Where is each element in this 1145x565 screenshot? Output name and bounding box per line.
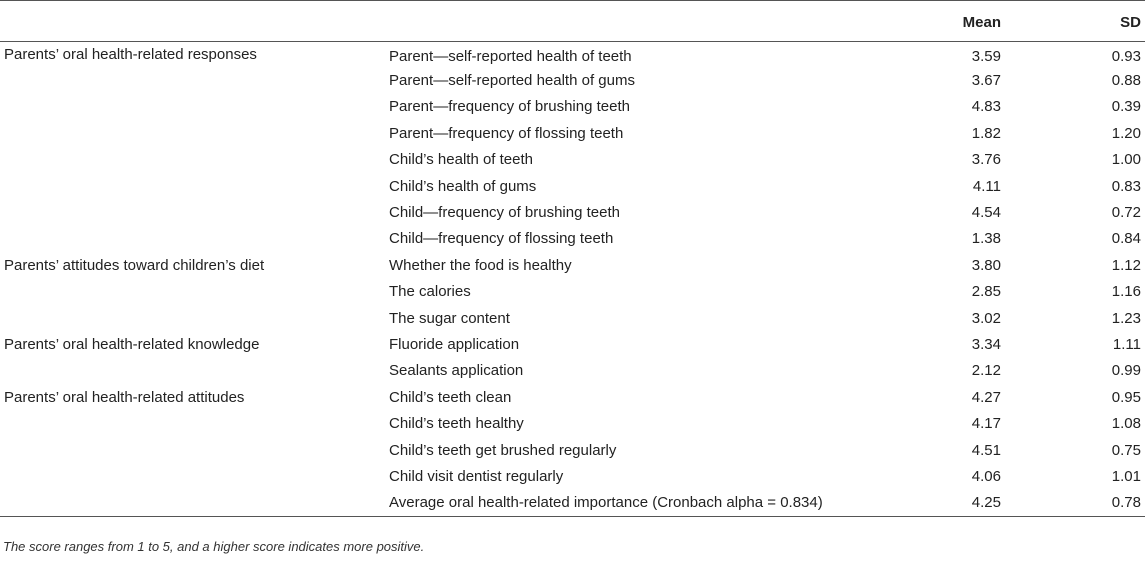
header-row [0, 1, 1145, 42]
table-row [0, 279, 1145, 305]
row-group-label [0, 279, 385, 305]
row-group-label: Parents’ oral health-related attitudes [4, 388, 245, 406]
row-sd-value: 0.95 [1111, 388, 1141, 406]
table-row [0, 226, 1145, 252]
row-mean-value: 4.17 [971, 415, 1001, 433]
row-group-label: Parents’ attitudes toward children’s diet [4, 256, 265, 274]
row-sd-value: 0.75 [1111, 441, 1141, 459]
table-row [0, 94, 1145, 120]
row-sd-value: 0.84 [1111, 230, 1141, 248]
table-header [0, 1, 1145, 42]
row-mean-value: 4.25 [875, 490, 1005, 516]
row-item-label: Whether the food is healthy [389, 256, 572, 274]
row-sd-value: 0.88 [1111, 72, 1141, 90]
row-item-label: Parent—frequency of flossing teeth [389, 124, 624, 142]
row-item-label: Child visit dentist regularly [389, 467, 564, 485]
row-mean-value: 4.51 [971, 441, 1001, 459]
row-sd-value: 0.72 [1111, 204, 1141, 222]
row-item-label: Child’s health of teeth [389, 151, 533, 169]
row-item-label: Child’s teeth get brushed regularly [389, 441, 617, 459]
row-group-label: Parents’ oral health-related knowledge [4, 335, 260, 353]
row-group-label [0, 464, 385, 490]
row-sd-value: 1.01 [1111, 467, 1141, 485]
row-item-label: Parent—self-reported health of teeth [389, 47, 632, 65]
table-row [0, 490, 1145, 516]
row-sd-value: 0.39 [1111, 98, 1141, 116]
header-mean: Mean [875, 1, 1005, 42]
row-item-label: Child’s teeth clean [389, 388, 512, 406]
row-item-label: Fluoride application [389, 335, 520, 353]
row-sd-value: 0.99 [1111, 362, 1141, 380]
table-footnote: The score ranges from 1 to 5, and a higher score indicates more positive. [3, 539, 425, 554]
row-item-label: Child—frequency of flossing teeth [389, 230, 614, 248]
row-mean-value: 3.59 [971, 47, 1001, 65]
row-sd-value: 0.93 [1111, 47, 1141, 65]
row-mean-value: 4.27 [971, 388, 1001, 406]
row-sd-value: 1.11 [1112, 335, 1141, 353]
row-item-label: The sugar content [389, 309, 510, 327]
table-row [0, 305, 1145, 331]
table-row [0, 173, 1145, 199]
row-group-label [0, 200, 385, 226]
row-mean-value: 3.67 [971, 72, 1001, 90]
row-group-label [0, 490, 385, 516]
row-sd-value: 0.83 [1111, 177, 1141, 195]
row-sd-value: 1.00 [1111, 151, 1141, 169]
table-row [0, 121, 1145, 147]
row-sd-value: 0.78 [1005, 490, 1145, 516]
table-body [0, 42, 1145, 517]
table-row [0, 385, 1145, 411]
row-group-label: Parents’ oral health-related responses [4, 46, 257, 63]
row-group-label [0, 411, 385, 437]
row-group-label [0, 68, 385, 94]
row-group-label [0, 121, 385, 147]
header-sd: SD [1005, 1, 1145, 42]
row-group-label [0, 305, 385, 331]
table-row [0, 437, 1145, 463]
row-mean-value: 4.06 [971, 467, 1001, 485]
table-row [0, 147, 1145, 173]
row-sd-value: 1.08 [1111, 415, 1141, 433]
table-row [0, 411, 1145, 437]
table-row [0, 358, 1145, 384]
row-item-label: Parent—frequency of brushing teeth [389, 98, 630, 116]
row-mean-value: 3.02 [971, 309, 1001, 327]
row-group-label [0, 226, 385, 252]
row-mean-value: 2.85 [971, 283, 1001, 301]
table-row [0, 68, 1145, 94]
row-mean-value: 4.83 [971, 98, 1001, 116]
row-item-label: Parent—self-reported health of gums [389, 72, 635, 90]
row-group-label [0, 147, 385, 173]
table-row [0, 200, 1145, 226]
row-mean-value: 3.34 [971, 335, 1001, 353]
row-item-label: Child’s teeth healthy [389, 415, 524, 433]
table-row [0, 253, 1145, 279]
header-group [0, 1, 385, 42]
row-mean-value: 3.80 [971, 256, 1001, 274]
row-item-label: The calories [389, 283, 471, 301]
row-sd-value: 1.12 [1111, 256, 1141, 274]
row-sd-value: 1.23 [1111, 309, 1141, 327]
row-mean-value: 4.11 [972, 177, 1001, 195]
row-mean-value: 4.54 [971, 204, 1001, 222]
table-row [0, 464, 1145, 490]
table-row [0, 332, 1145, 358]
table-row [0, 42, 1145, 68]
row-item-label: Child—frequency of brushing teeth [389, 204, 620, 222]
row-sd-value: 1.20 [1111, 124, 1141, 142]
row-mean-value: 2.12 [971, 362, 1001, 380]
header-item [385, 1, 875, 42]
row-group-label [0, 173, 385, 199]
row-item-label: Sealants application [389, 362, 524, 380]
row-group-label [0, 437, 385, 463]
row-sd-value: 1.16 [1111, 283, 1141, 301]
row-item-label: Child’s health of gums [389, 177, 537, 195]
row-group-label [0, 358, 385, 384]
row-mean-value: 3.76 [971, 151, 1001, 169]
row-mean-value: 1.38 [971, 230, 1001, 248]
row-item-label: Average oral health-related importance (Cronbach alpha = 0.834) [385, 490, 875, 516]
row-mean-value: 1.82 [971, 124, 1001, 142]
row-group-label [0, 94, 385, 120]
